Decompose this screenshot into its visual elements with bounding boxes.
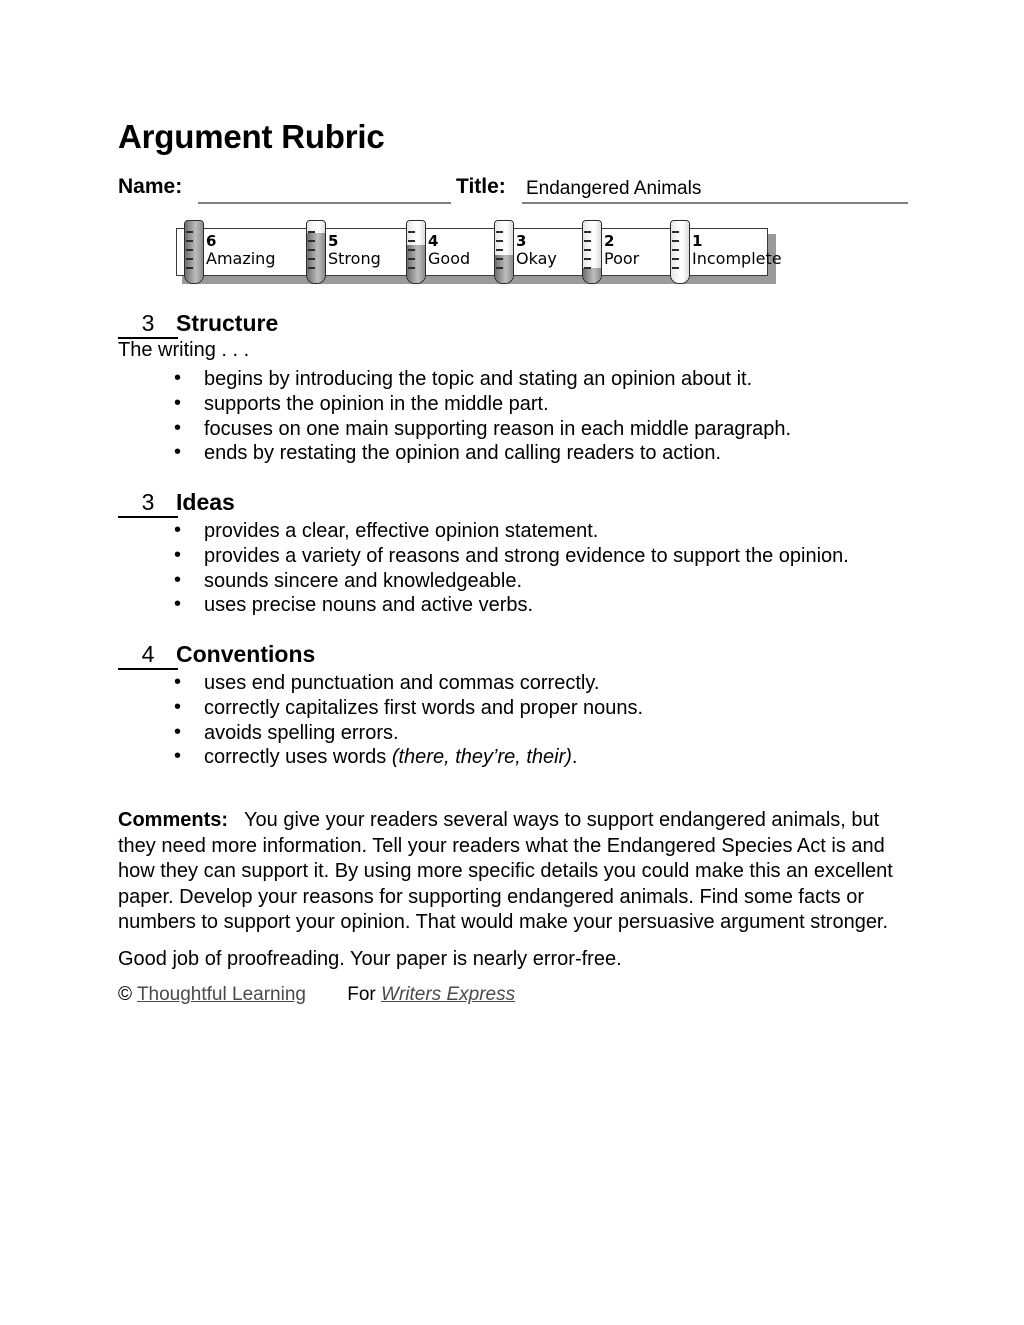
comments-paragraph-2: Good job of proofreading. Your paper is nearly error-free. (118, 948, 622, 970)
gauge-tick (672, 231, 679, 233)
scale-level-number: 2 (604, 232, 615, 250)
trait-score-input[interactable]: 3 (118, 489, 178, 518)
gauge-tick (672, 267, 679, 269)
list-item (156, 544, 936, 569)
gauge-tube-icon (494, 220, 514, 284)
scale-level-4[interactable] (398, 228, 486, 276)
gauge-tick (408, 258, 415, 260)
criterion-text: uses end punctuation and commas correctly. (204, 672, 600, 694)
criterion-text: uses precise nouns and active verbs. (204, 594, 534, 617)
gauge-tick (308, 249, 315, 251)
gauge-tube-icon (582, 220, 602, 284)
scale-level-label: Strong (328, 249, 381, 268)
gauge-empty (583, 221, 601, 268)
list-item (156, 745, 936, 770)
gauge-tick (584, 240, 591, 242)
trait-criteria-list (156, 519, 936, 618)
trait-lead-in: The writing . . . (118, 339, 250, 361)
rubric-scale (176, 228, 782, 284)
criterion-text: supports the opinion in the middle part. (204, 392, 549, 415)
gauge-tick (496, 249, 503, 251)
gauge-tube-icon (184, 220, 204, 284)
gauge-tick (408, 240, 415, 242)
gauge-tick (186, 249, 193, 251)
gauge-tick (186, 240, 193, 242)
gauge-tick (584, 267, 591, 269)
name-input[interactable] (198, 175, 451, 204)
scale-level-number: 1 (692, 232, 703, 250)
trait-name: Conventions (176, 641, 316, 667)
trait-header (118, 310, 918, 340)
trait-section (118, 641, 918, 769)
work-title-link[interactable]: Writers Express (381, 984, 516, 1005)
trait-criteria-list (156, 367, 936, 466)
gauge-tick (584, 231, 591, 233)
gauge-tick (186, 231, 193, 233)
criterion-text: sounds sincere and knowledgeable. (204, 569, 522, 592)
scale-level-5[interactable] (298, 228, 398, 276)
trait-score-input[interactable]: 4 (118, 641, 178, 670)
criterion-text: ends by restating the opinion and calling readers to action. (204, 442, 722, 465)
gauge-tick (408, 231, 415, 233)
trait-name: Structure (176, 310, 279, 336)
trait-header (118, 641, 918, 671)
title-label: Title: (456, 175, 506, 198)
list-item (156, 441, 936, 466)
list-item (156, 392, 936, 417)
criterion-period: . (571, 746, 578, 769)
comments-label: Comments: (118, 809, 229, 831)
list-item (156, 569, 936, 594)
gauge-tick (496, 267, 503, 269)
trait-section (118, 489, 918, 617)
scale-level-label: Amazing (206, 249, 276, 268)
trait-criteria-list (156, 671, 936, 770)
footer (118, 984, 515, 1006)
publisher-link[interactable]: Thoughtful Learning (136, 984, 306, 1005)
gauge-tick (672, 258, 679, 260)
gauge-tick (408, 249, 415, 251)
list-item (156, 593, 936, 618)
gauge-tick (308, 267, 315, 269)
page-title: Argument Rubric (118, 118, 385, 155)
gauge-fill (583, 268, 601, 284)
gauge-tick (496, 258, 503, 260)
gauge-tick (308, 231, 315, 233)
copyright-icon: © (118, 984, 132, 1005)
gauge-tick (672, 249, 679, 251)
scale-level-label: Good (428, 249, 471, 268)
gauge-tube-icon (306, 220, 326, 284)
scale-level-number: 6 (206, 232, 217, 250)
scale-level-3[interactable] (486, 228, 574, 276)
criterion-example: (there, they’re, their) (391, 746, 572, 769)
scale-level-1[interactable] (662, 228, 782, 276)
list-item (156, 671, 936, 696)
comments-block (118, 808, 906, 936)
for-label: For (347, 984, 376, 1005)
scale-level-label: Poor (604, 249, 640, 268)
scale-level-number: 3 (516, 232, 527, 250)
criterion-text: focuses on one main supporting reason in each middle paragraph. (204, 417, 792, 440)
title-value: Endangered Animals (526, 178, 702, 199)
gauge-tick (308, 240, 315, 242)
gauge-tube-icon (670, 220, 690, 284)
gauge-tick (496, 231, 503, 233)
gauge-tick (408, 267, 415, 269)
gauge-tick (496, 240, 503, 242)
list-item (156, 417, 936, 442)
list-item (156, 367, 936, 392)
scale-level-label: Okay (516, 249, 557, 268)
gauge-tick (584, 249, 591, 251)
gauge-tick (308, 258, 315, 260)
scale-level-number: 5 (328, 232, 339, 250)
comments-paragraph-1: You give your readers several ways to support endangered animals, but they need more information. Tell your readers what the Endangered Species Act is and how they can support it. By using more specific details you could make this an excellent paper. Develop your reasons for supporting endangered animals. Find some facts or numbers to support your opinion. That would make your persuasive argument stronger. (118, 809, 893, 933)
trait-name: Ideas (176, 489, 235, 515)
trait-header (118, 489, 918, 519)
criterion-text: correctly uses words (204, 746, 392, 769)
scale-level-2[interactable] (574, 228, 662, 276)
comments-paragraph-2-wrap (118, 947, 906, 973)
criterion-text: correctly capitalizes first words and proper nouns. (204, 696, 644, 719)
list-item (156, 696, 936, 721)
scale-level-number: 4 (428, 232, 439, 250)
criterion-text: provides a variety of reasons and strong evidence to support the opinion. (204, 544, 849, 567)
trait-section (118, 310, 918, 465)
gauge-tick (186, 258, 193, 260)
gauge-tick (186, 267, 193, 269)
criterion-text: provides a clear, effective opinion statement. (204, 520, 599, 542)
list-item (156, 721, 936, 746)
gauge-tick (672, 240, 679, 242)
list-item (156, 519, 936, 544)
header-fields (118, 175, 908, 205)
criterion-text: avoids spelling errors. (204, 721, 399, 744)
scale-level-label: Incomplete (692, 249, 782, 268)
gauge-tube-icon (406, 220, 426, 284)
gauge-tick (584, 258, 591, 260)
scale-level-6[interactable] (176, 228, 298, 276)
trait-score-input[interactable]: 3 (118, 310, 178, 339)
criterion-text: begins by introducing the topic and stating an opinion about it. (204, 368, 753, 390)
name-label: Name: (118, 175, 183, 198)
